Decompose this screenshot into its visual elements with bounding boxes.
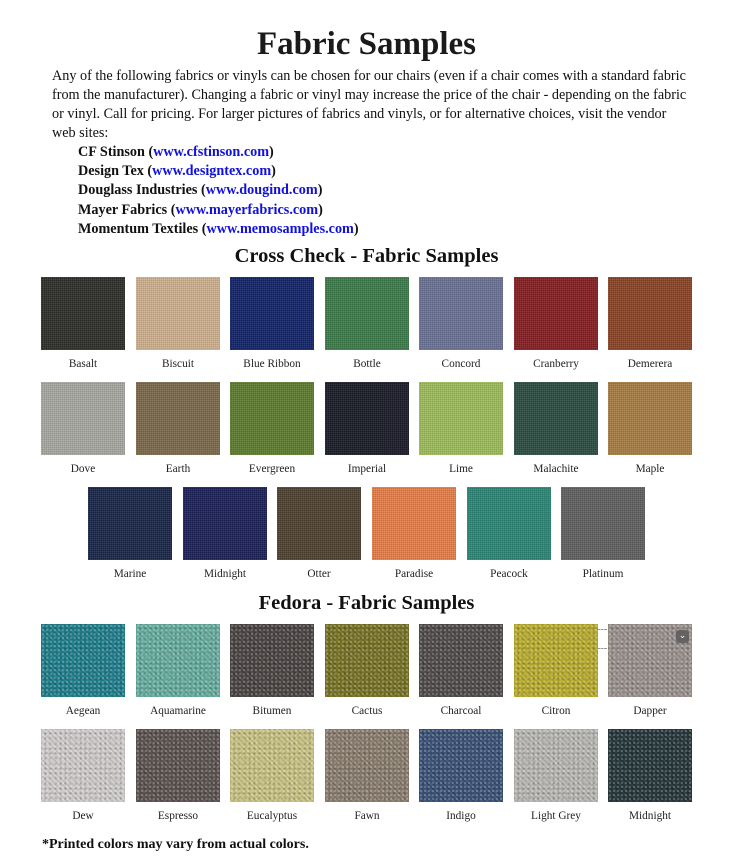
vendor-link[interactable]: www.cfstinson.com xyxy=(153,144,270,160)
cross-check-heading: Cross Check - Fabric Samples xyxy=(234,245,499,267)
fedora-heading: Fedora - Fabric Samples xyxy=(258,592,475,614)
swatch-label: Dove xyxy=(70,463,96,475)
vendor-link[interactable]: www.mayerfabrics.com xyxy=(175,201,319,218)
fabric-chip[interactable] xyxy=(419,729,503,802)
vendor-item: CF Stinson (www.cfstinson.com) xyxy=(78,144,274,160)
vendor-item: Mayer Fabrics (www.mayerfabrics.com) xyxy=(78,201,323,218)
vendor-link[interactable]: www.memosamples.com xyxy=(206,220,354,237)
swatch-charcoal[interactable] xyxy=(418,624,504,718)
fabric-chip[interactable] xyxy=(277,487,361,560)
swatch-label: Dew xyxy=(72,810,94,822)
swatch-paradise[interactable] xyxy=(371,487,457,581)
swatch-label: Concord xyxy=(441,358,481,370)
swatch-label: Lime xyxy=(449,463,473,475)
fabric-chip[interactable] xyxy=(608,277,692,350)
vendor-name: CF Stinson xyxy=(78,144,145,160)
swatch-eucalyptus[interactable] xyxy=(229,729,315,823)
page-title: Fabric Samples xyxy=(256,26,477,62)
swatch-label: Aquamarine xyxy=(150,705,206,717)
swatch-label: Peacock xyxy=(490,568,528,580)
swatch-dove[interactable] xyxy=(40,382,126,476)
fabric-chip[interactable] xyxy=(230,382,314,455)
vendor-name: Douglass Industries xyxy=(78,182,198,199)
swatch-dew[interactable] xyxy=(40,729,126,823)
swatch-label: Espresso xyxy=(157,810,199,822)
swatch-label: Midnight xyxy=(628,810,672,822)
fabric-chip[interactable] xyxy=(41,277,125,350)
swatch-label: Biscuit xyxy=(161,358,194,370)
fabric-chip[interactable] xyxy=(419,624,503,697)
swatch-label: Marine xyxy=(113,568,147,580)
swatch-dapper[interactable] xyxy=(607,624,693,718)
swatch-cactus[interactable] xyxy=(324,624,410,718)
swatch-label: Earth xyxy=(165,463,191,475)
swatch-label: Midnight xyxy=(203,568,247,580)
guide-line xyxy=(597,648,607,649)
fabric-chip[interactable] xyxy=(183,487,267,560)
swatch-label: Basalt xyxy=(68,358,98,370)
vendor-name: Design Tex xyxy=(78,163,144,180)
swatch-label: Charcoal xyxy=(440,705,482,717)
swatch-bitumen[interactable] xyxy=(229,624,315,718)
swatch-label: Imperial xyxy=(347,463,387,475)
swatch-espresso[interactable] xyxy=(135,729,221,823)
swatch-citron[interactable] xyxy=(513,624,599,718)
swatch-bottle[interactable] xyxy=(324,277,410,371)
vendor-link[interactable]: www.designtex.com xyxy=(152,163,272,180)
swatch-indigo[interactable] xyxy=(418,729,504,823)
fabric-chip[interactable] xyxy=(136,624,220,697)
fabric-chip[interactable] xyxy=(419,382,503,455)
swatch-label: Cranberry xyxy=(533,358,579,370)
swatch-cranberry[interactable] xyxy=(513,277,599,371)
swatch-otter[interactable] xyxy=(276,487,362,581)
swatch-lime[interactable] xyxy=(418,382,504,476)
swatch-midnight[interactable] xyxy=(182,487,268,581)
swatch-malachite[interactable] xyxy=(513,382,599,476)
swatch-aquamarine[interactable] xyxy=(135,624,221,718)
swatch-label: Citron xyxy=(541,705,571,717)
intro-paragraph: Any of the following fabrics or vinyls can be chosen for our chairs (even if a chair comes with a standard fabric from the manufacturer). Changing a fabric or vinyl may increase the price of the chair - depending on the fabric or vinyl. Call for pricing. For larger pictures of fabrics and vinyls, or for alternative choices, visit the vendor web sites: xyxy=(52,68,687,141)
vendor-link[interactable]: www.dougind.com xyxy=(205,182,318,199)
fabric-chip[interactable] xyxy=(608,729,692,802)
fabric-chip[interactable] xyxy=(467,487,551,560)
fabric-chip[interactable] xyxy=(514,729,598,802)
swatch-label: Indigo xyxy=(446,810,476,822)
fabric-chip[interactable] xyxy=(325,382,409,455)
fabric-chip[interactable] xyxy=(325,729,409,802)
swatch-label: Paradise xyxy=(394,568,434,580)
fabric-chip[interactable] xyxy=(136,382,220,455)
swatch-earth[interactable] xyxy=(135,382,221,476)
vendor-list xyxy=(78,143,359,239)
swatch-demerera[interactable] xyxy=(607,277,693,371)
fabric-chip[interactable] xyxy=(41,382,125,455)
fabric-chip[interactable] xyxy=(41,624,125,697)
swatch-label: Fawn xyxy=(354,810,380,822)
swatch-label: Maple xyxy=(635,463,665,475)
fabric-chip[interactable] xyxy=(608,382,692,455)
swatch-concord[interactable] xyxy=(418,277,504,371)
swatch-peacock[interactable] xyxy=(466,487,552,581)
vendor-name: Mayer Fabrics xyxy=(78,201,168,218)
vendor-item: Douglass Industries (www.dougind.com) xyxy=(78,182,323,199)
fabric-chip[interactable] xyxy=(88,487,172,560)
fabric-chip[interactable] xyxy=(514,277,598,350)
fabric-chip[interactable] xyxy=(372,487,456,560)
swatch-biscuit[interactable] xyxy=(135,277,221,371)
fabric-chip[interactable] xyxy=(136,277,220,350)
swatch-fawn[interactable] xyxy=(324,729,410,823)
fabric-chip[interactable] xyxy=(325,624,409,697)
fabric-chip[interactable] xyxy=(230,277,314,350)
swatch-aegean[interactable] xyxy=(40,624,126,718)
guide-line xyxy=(597,629,607,630)
swatch-label: Otter xyxy=(307,568,331,580)
fabric-chip[interactable] xyxy=(230,729,314,802)
swatch-label: Eucalyptus xyxy=(246,810,298,822)
fabric-chip[interactable] xyxy=(41,729,125,802)
swatch-label: Dapper xyxy=(633,705,667,717)
fabric-chip[interactable] xyxy=(514,624,598,697)
swatch-label: Bitumen xyxy=(252,705,292,717)
swatch-evergreen[interactable] xyxy=(229,382,315,476)
swatch-label: Blue Ribbon xyxy=(243,358,301,370)
fabric-chip[interactable] xyxy=(230,624,314,697)
footnote: *Printed colors may vary from actual colors. xyxy=(42,837,309,852)
vendor-name: Momentum Textiles xyxy=(78,220,199,237)
swatch-label: Aegean xyxy=(65,705,101,717)
swatch-imperial[interactable] xyxy=(324,382,410,476)
swatch-blue-ribbon[interactable] xyxy=(229,277,315,371)
swatch-label: Demerera xyxy=(627,358,673,370)
swatch-label: Platinum xyxy=(582,568,624,580)
swatch-label: Evergreen xyxy=(248,463,296,475)
fabric-chip[interactable] xyxy=(561,487,645,560)
vendor-item: Design Tex (www.designtex.com) xyxy=(78,163,276,180)
swatch-label: Light Grey xyxy=(531,810,581,822)
vendor-item: Momentum Textiles (www.memosamples.com) xyxy=(78,220,359,237)
swatch-midnight-fedora[interactable] xyxy=(607,729,693,823)
swatch-light-grey[interactable] xyxy=(513,729,599,823)
swatch-marine[interactable] xyxy=(87,487,173,581)
fabric-chip[interactable] xyxy=(514,382,598,455)
swatch-platinum[interactable] xyxy=(560,487,646,581)
swatch-basalt[interactable] xyxy=(40,277,126,371)
chevron-down-icon[interactable]: ⌄ xyxy=(676,630,689,643)
swatch-label: Cactus xyxy=(351,705,383,717)
swatch-label: Malachite xyxy=(533,463,579,475)
fabric-chip[interactable] xyxy=(419,277,503,350)
fabric-chip[interactable] xyxy=(136,729,220,802)
swatch-label: Bottle xyxy=(353,358,381,370)
fabric-chip[interactable] xyxy=(325,277,409,350)
swatch-maple[interactable] xyxy=(607,382,693,476)
